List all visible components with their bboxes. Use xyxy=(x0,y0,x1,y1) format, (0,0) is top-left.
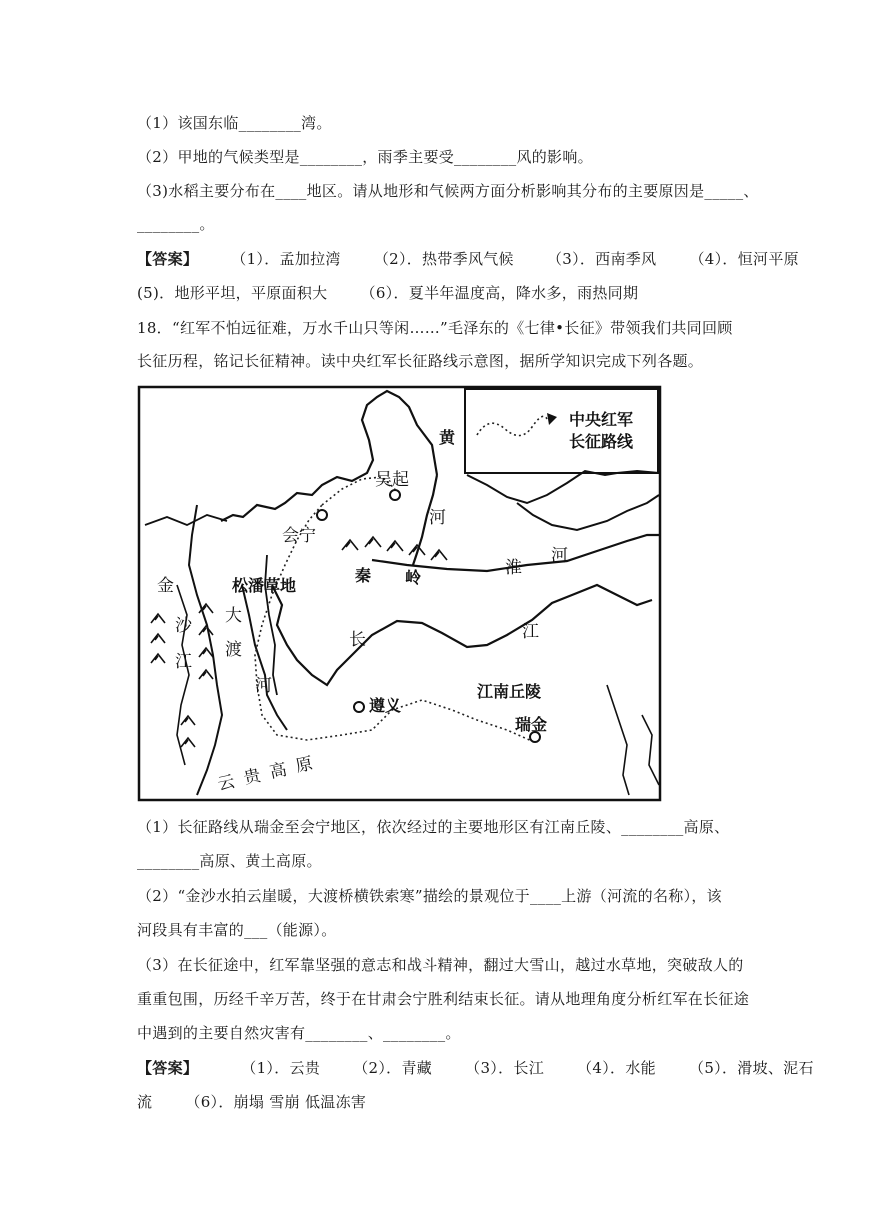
label-du: 渡 xyxy=(225,640,242,660)
label-jin: 金 xyxy=(157,576,174,596)
label-yungui-2: 贵 xyxy=(241,765,263,789)
label-jiang-jinsha: 江 xyxy=(175,652,192,672)
legend-box xyxy=(465,389,658,473)
answer-item: （5）．滑坡、泥石 xyxy=(689,1059,814,1077)
q18-answer-line2 xyxy=(137,1092,366,1112)
zunyi-marker-icon xyxy=(354,702,364,712)
q18-sub3-line2: 重重包围，历经千辛万苦，终于在甘肃会宁胜利结束长征。请从地理角度分析红军在长征途 xyxy=(137,990,750,1008)
label-zunyi: 遵义 xyxy=(369,696,402,715)
answer-item: 流 xyxy=(137,1093,153,1111)
huining-marker-icon xyxy=(317,510,327,520)
long-march-map xyxy=(137,385,663,803)
label-qin: 秦 xyxy=(355,566,372,585)
q18-answer-line1 xyxy=(137,1058,814,1078)
label-sha: 沙 xyxy=(175,616,192,636)
answer-item: （6）．夏半年温度高，降水多，雨热同期 xyxy=(360,284,639,302)
q18-sub3-line3: 中遇到的主要自然灾害有________、________。 xyxy=(137,1024,461,1042)
label-jiangnan: 江南丘陵 xyxy=(477,682,542,701)
label-he-yellow: 河 xyxy=(429,508,446,528)
label-yungui-3: 高 xyxy=(267,759,289,783)
answer-item: (5)．地形平坦，平原面积大 xyxy=(137,284,328,302)
map-svg xyxy=(137,385,663,803)
answer-label: 【答案】 xyxy=(137,1059,199,1077)
label-wuqi: 吴起 xyxy=(375,470,409,490)
answer-item: （4）．水能 xyxy=(577,1059,656,1077)
label-chang: 长 xyxy=(349,630,366,650)
q18-stem-line2: 长征历程，铭记长征精神。读中央红军长征路线示意图，据所学知识完成下列各题。 xyxy=(137,352,704,370)
label-he-dadu: 河 xyxy=(255,676,272,696)
label-ruijin: 瑞金 xyxy=(515,715,548,734)
label-huang: 黄 xyxy=(439,428,456,447)
wuqi-marker-icon xyxy=(390,490,400,500)
q17-answer-line2 xyxy=(137,283,638,303)
answer-item: （6）．崩塌 雪崩 低温冻害 xyxy=(185,1093,367,1111)
q18-stem-line1: 18．“红军不怕远征难，万水千山只等闲……”毛泽东的《七律•长征》带领我们共同回顾 xyxy=(137,319,733,337)
label-jiang-yangtze: 江 xyxy=(522,622,539,642)
q18-sub3-line1: （3）在长征途中，红军靠坚强的意志和战斗精神，翻过大雪山，越过水草地，突破敌人的 xyxy=(137,956,744,974)
q18-sub2-line1: （2）“金沙水拍云崖暖，大渡桥横铁索寒”描绘的景观位于____上游（河流的名称），该 xyxy=(137,887,722,905)
q17-answer-line1 xyxy=(137,249,799,269)
q17-sub3-line1: （3)水稻主要分布在____地区。请从地形和气候两方面分析影响其分布的主要原因是_____、 xyxy=(137,182,759,200)
label-songpan: 松潘草地 xyxy=(232,576,297,595)
answer-item: （1）．孟加拉湾 xyxy=(231,250,341,268)
q17-sub1: （1）该国东临________湾。 xyxy=(137,114,332,132)
answer-item: （1）．云贵 xyxy=(241,1059,321,1077)
label-da: 大 xyxy=(225,606,242,626)
answer-item: （2）．青藏 xyxy=(353,1059,433,1077)
legend-line1: 中央红军 xyxy=(569,410,634,429)
q17-sub2: （2）甲地的气候类型是________，雨季主要受________风的影响。 xyxy=(137,148,593,166)
answer-label: 【答案】 xyxy=(137,250,199,268)
label-yungui-1: 云 xyxy=(215,771,237,795)
q17-sub3-line2: ________。 xyxy=(137,215,215,233)
answer-item: （3）．长江 xyxy=(465,1059,545,1077)
label-huai: 淮 xyxy=(505,558,522,578)
answer-item: （2）．热带季风气候 xyxy=(373,250,514,268)
q18-sub1-line1: （1）长征路线从瑞金至会宁地区，依次经过的主要地形区有江南丘陵、________高原、 xyxy=(137,818,730,836)
label-huining: 会宁 xyxy=(282,526,316,546)
answer-item: （3）．西南季风 xyxy=(546,250,657,268)
label-he-huai: 河 xyxy=(551,546,568,566)
label-yungui-4: 原 xyxy=(293,753,315,777)
label-ling: 岭 xyxy=(405,568,422,587)
q18-sub1-line2: ________高原、黄土高原。 xyxy=(137,852,322,870)
legend-line2: 长征路线 xyxy=(569,432,634,451)
q18-sub2-line2: 河段具有丰富的___（能源）。 xyxy=(137,921,337,939)
answer-item: （4）．恒河平原 xyxy=(689,250,799,268)
